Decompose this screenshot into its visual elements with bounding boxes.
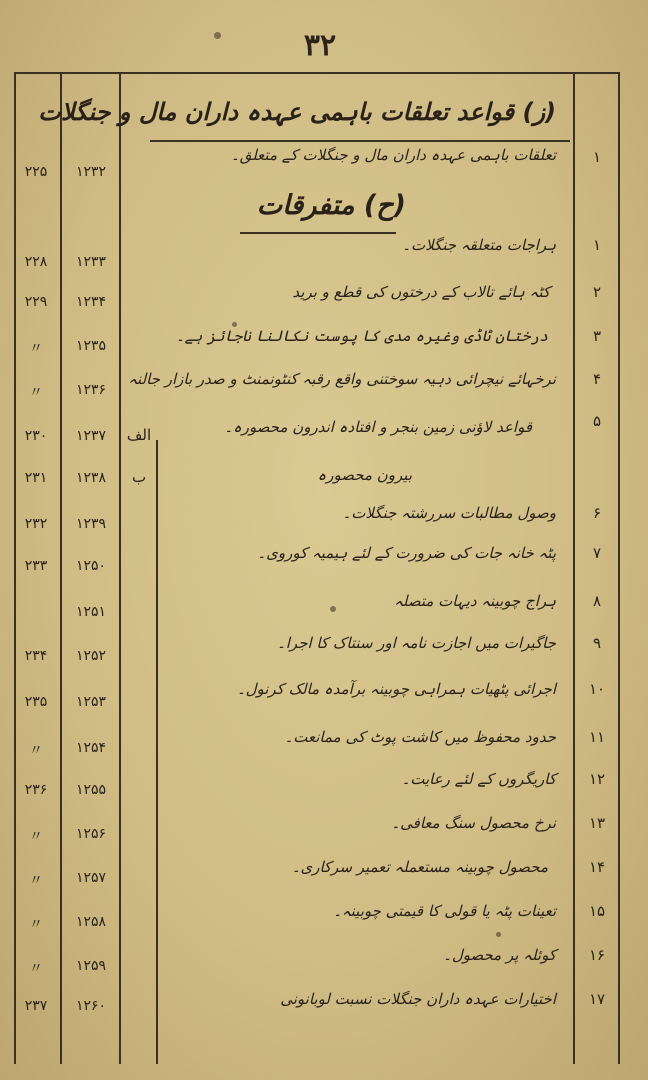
chapter-heading: (ز) قواعد تعلقات باہمی عہدہ داران مال و جنگلات [38, 98, 556, 126]
ink-spot [496, 932, 501, 937]
row-text: پٹہ خانہ جات کی ضرورت کے لئے ہیمیہ کوروی۔ [257, 544, 556, 562]
volume-number: ۲۳۷ [24, 998, 48, 1014]
serial-number: ۶ [592, 504, 602, 522]
volume-number: ۲۳۳ [24, 558, 48, 574]
row-text: درختان ٹاڈی وغیرہ مدی کا پوست نکالنا ناجائز ہے۔ [175, 327, 548, 345]
volume-number: 〃 [29, 385, 43, 401]
serial-number: ۲ [592, 283, 602, 301]
volume-number: ۲۳۲ [24, 516, 48, 532]
serial-number: ۱ [592, 148, 602, 166]
para-number: ۱۲۵۷ [75, 870, 107, 886]
row-text: بیرون محصورہ [317, 466, 412, 484]
para-number: ۱۲۵۱ [75, 604, 107, 620]
volume-number: ۲۲۵ [24, 164, 48, 180]
serial-number: ۱۵ [588, 902, 606, 920]
top-rule [14, 72, 620, 74]
row-text: اجرائی پٹھیات ہمراہی چوبینہ برآمدہ مالک کرنول۔ [236, 680, 556, 698]
sub-item-label: ب [131, 468, 147, 486]
section-underline [240, 232, 396, 234]
row-text: ہراج چوبینہ دیہات متصلہ [394, 592, 556, 610]
serial-number: ۷ [592, 544, 602, 562]
volume-number: 〃 [29, 829, 43, 845]
volume-number: ۲۲۹ [24, 294, 48, 310]
para-number: ۱۲۳۳ [75, 254, 107, 270]
row-text: کوئلہ پر محصول۔ [443, 946, 556, 964]
para-number: ۱۲۵۹ [75, 958, 107, 974]
ink-spot [214, 32, 221, 39]
serial-number: ۵ [592, 412, 602, 430]
serial-number: ۱۷ [588, 990, 606, 1008]
row-text: جاگیرات میں اجازت نامہ اور سنتاک کا اجرا۔ [276, 634, 556, 652]
volume-number: ۲۳۴ [24, 648, 48, 664]
volume-number: 〃 [29, 961, 43, 977]
volume-number: 〃 [29, 873, 43, 889]
para-number: ۱۲۵۵ [75, 782, 107, 798]
row-text: محصول چوبینہ مستعملہ تعمیر سرکاری۔ [291, 858, 548, 876]
para-number: ۱۲۳۶ [75, 382, 107, 398]
row-text: حدود محفوظ میں کاشت پوٹ کی ممانعت۔ [284, 728, 556, 746]
row-text: وصول مطالبات سررشتہ جنگلات۔ [342, 504, 556, 522]
para-number: ۱۲۶۰ [75, 998, 107, 1014]
volume-number: 〃 [29, 341, 43, 357]
para-number: ۱۲۵۰ [75, 558, 107, 574]
para-number: ۱۲۵۲ [75, 648, 107, 664]
ink-spot [330, 606, 336, 612]
sub-column-rule [156, 440, 158, 1064]
row-text: نرخ محصول سنگ معافی۔ [391, 814, 556, 832]
para-number: ۱۲۳۲ [75, 164, 107, 180]
row-text: ہراجات متعلقہ جنگلات۔ [402, 236, 556, 254]
para-number: ۱۲۳۹ [75, 516, 107, 532]
serial-number: ۱۱ [588, 728, 606, 746]
serial-number: ۱ [592, 236, 602, 254]
serial-number: ۸ [592, 592, 602, 610]
serial-number: ۳ [592, 327, 602, 345]
row-text: کاریگروں کے لئے رعایت۔ [401, 770, 556, 788]
para-number: ۱۲۵۶ [75, 826, 107, 842]
serial-number: ۱۰ [588, 680, 606, 698]
para-number: ۱۲۵۴ [75, 740, 107, 756]
volume-number: ۲۲۸ [24, 254, 48, 270]
serial-number: ۱۶ [588, 946, 606, 964]
serial-number: ۱۴ [588, 858, 606, 876]
serial-column-rule [573, 72, 575, 1064]
volume-number: ۲۳۵ [24, 694, 48, 710]
serial-number: ۹ [592, 634, 602, 652]
row-text: اختیارات عہدہ داران جنگلات نسبت لوبانونی [280, 990, 556, 1008]
row-text: تعلقات باہمی عہدہ داران مال و جنگلات کے متعلق۔ [230, 146, 556, 164]
para-number: ۱۲۳۵ [75, 338, 107, 354]
row-text: قواعد لاؤنی زمین بنجر و افتادہ اندرون محصورہ۔ [224, 418, 532, 436]
volume-number: ۲۳۱ [24, 470, 48, 486]
row-text: نرخہائے نیچرائی دہیہ سوختنی واقع رقبہ کنٹونمنٹ و صدر بازار جالنہ [128, 370, 556, 388]
para-number: ۱۲۵۸ [75, 914, 107, 930]
para-number: ۱۲۳۷ [75, 428, 107, 444]
serial-number: ۱۳ [588, 814, 606, 832]
row-text: کٹہ ہائے تالاب کے درختوں کی قطع و برید [292, 283, 550, 301]
volume-number: ۲۳۶ [24, 782, 48, 798]
volume-number: ۲۳۰ [24, 428, 48, 444]
heading-underline [150, 140, 570, 142]
para-number: ۱۲۳۴ [75, 294, 107, 310]
sub-item-label: الف [126, 426, 152, 444]
outer-right-rule [618, 72, 620, 1064]
para-number: ۱۲۳۸ [75, 470, 107, 486]
serial-number: ۱۲ [588, 770, 606, 788]
page-number: ۳۲ [303, 28, 337, 63]
section-title: (ح) متفرقات [256, 190, 406, 221]
ink-spot [232, 322, 237, 327]
volume-number: 〃 [29, 917, 43, 933]
para-column-rule [119, 72, 121, 1064]
para-number: ۱۲۵۳ [75, 694, 107, 710]
volume-number: 〃 [29, 743, 43, 759]
serial-number: ۴ [592, 370, 602, 388]
row-text: تعینات پٹہ یا قولی کا قیمتی چوبینہ۔ [333, 902, 556, 920]
